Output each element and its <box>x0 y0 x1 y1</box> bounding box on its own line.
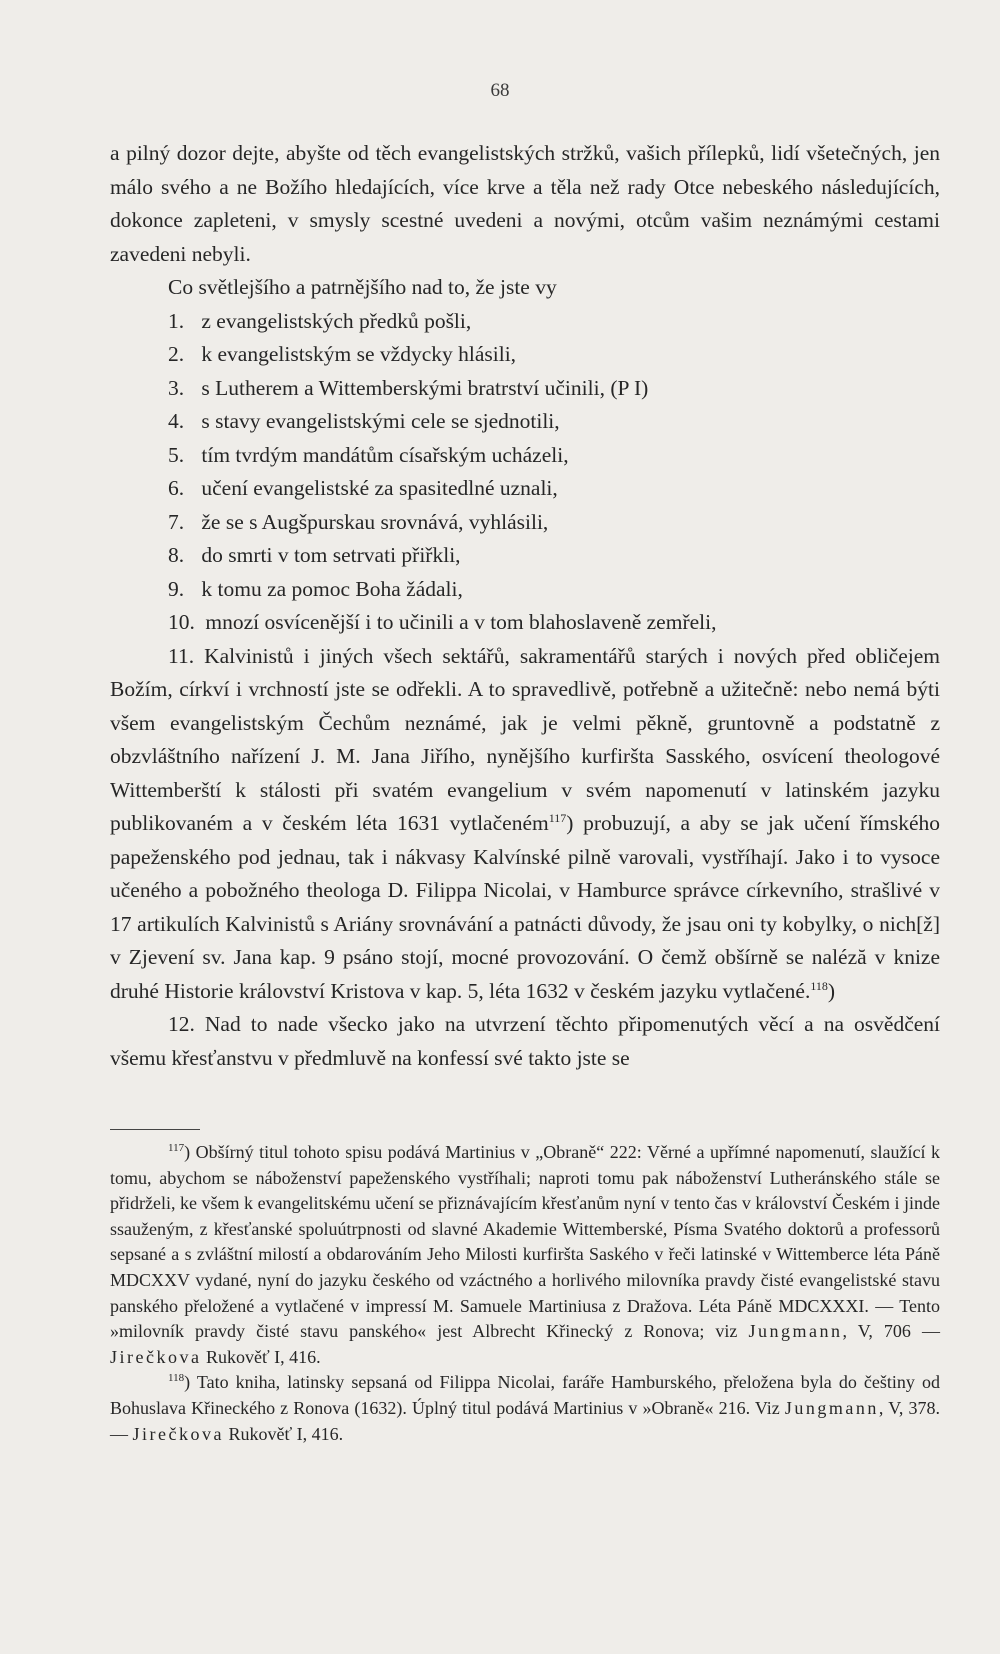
list-item <box>110 338 940 372</box>
list-item-text: s Lutherem a Wittemberskými bratrství učinili, (P I) <box>201 375 649 400</box>
footnotes <box>110 1140 940 1447</box>
list-item <box>110 372 940 406</box>
author-name: Jirečkova <box>132 1423 224 1444</box>
list-item <box>110 439 940 473</box>
list-item-12 <box>110 1008 940 1075</box>
list-item-number: 3. <box>168 375 185 400</box>
footnote-number: 118 <box>168 1372 185 1385</box>
list-item <box>110 573 940 607</box>
footnote-divider <box>110 1129 200 1130</box>
numbered-list <box>110 305 940 640</box>
author-name: Jungmann <box>784 1397 879 1418</box>
list-item-number: 10. <box>168 610 195 634</box>
list-item-text: Kalvinistů i jiných všech sektářů, sakramentářů starých i nových před obličejem Božím, církví i vrchností jste se odřekli. A to spravedlivě, potřebně a užitečně: nebo nemá býti všem evangelistským Čechům neznámé, jak je velmi pěkně, gruntovně a podstatně z obzvláštního nařízení J. M. Jana Jiřího, nynějšího kurfiršta Sasského, osvícení theologové Wittemberští k stálosti při svatém evangelium v svém napomenutí v latinském jazyku publikovaném a v českém léta 1631 vytlačeném <box>110 643 940 835</box>
footnote-text: ) Tato kniha, latinsky sepsaná od Filippa Nicolai, faráře Hamburského, přeložena byla do češtiny od Bohuslava Křineckého z Ronova (1632). Úplný titul podává Martinius v »Obraně« 216. Viz <box>110 1372 940 1418</box>
list-item-text: z evangelistských předků pošli, <box>201 308 472 333</box>
list-item-text: s stavy evangelistskými cele se sjednotili, <box>201 409 560 433</box>
list-item <box>110 405 940 439</box>
footnote-text: ) Obšírný titul tohoto spisu podává Martinius v „Obraně“ 222: Věrné a upřímné napomenutí, slaužící k tomu, abychom se náboženství papeženského vystříhali; naproti tomu pak náboženství Lutheránského stále se přidrželi, ke všem k evangelitskému učení se přiznávajícím křesťanům nyní v tento čas v království Českém i jinde ssauženým, z křesťanské spoluútrpnosti od slavné Akademie Wittemberské, Písma Svatého doktorů a professorů sepsané a s zvláštní milostí a obdarováním Jeho Milosti kurfiršta Saského v řeči latinské v Wittemberce léta Páně MDCXXV vydané, nyní do jazyku českého od vzáctného a horlivého milovníka pravdy čisté evangelistské stavu panského přeložené a vytlačené v impressí M. Samuele Martiniusa z Dražova. Léta Páně MDCXXXI. — Tento »milovník pravdy čisté stavu panského« jest Albrecht Křinecký z Ronova; viz <box>110 1142 940 1342</box>
footnote-number: 117 <box>168 1142 185 1154</box>
list-item-11 <box>110 640 940 1009</box>
author-name: Jungmann <box>748 1321 843 1342</box>
page-number: 68 <box>490 80 510 101</box>
list-item-text: do smrti v tom setrvati přiřkli, <box>201 543 461 567</box>
list-item-text: Nad to nade všecko jako na utvrzení těchto připomenutých věcí a na osvědčení všemu křesťanstvu v předmluvě na konfessí své takto jste se <box>110 1012 940 1070</box>
list-item <box>110 506 940 540</box>
footnote <box>110 1140 940 1370</box>
list-intro: Co světlejšího a patrnějšího nad to, že jste vy <box>168 275 557 299</box>
list-item <box>110 606 940 640</box>
paragraph: a pilný dozor dejte, abyšte od těch evangelistských stržků, vašich přílepků, lidí všetečných, jen málo svého a ne Božího hledajících, více krve a těla než rady Otce nebeského následujících, dokonce zapleteni, v smysly scestné uvedeni a novými, otcům vašim neznámými cestami zavedeni nebyli. <box>110 141 940 266</box>
author-name: Jirečkova <box>110 1346 202 1367</box>
list-item-number: 4. <box>168 409 185 433</box>
list-item <box>110 472 940 506</box>
list-item-number: 8. <box>168 543 185 567</box>
list-item-number: 9. <box>168 576 185 601</box>
list-item-number: 7. <box>168 509 185 534</box>
list-item-text: učení evangelistské za spasitedlné uznali, <box>201 476 558 500</box>
list-item-number: 2. <box>168 342 185 366</box>
list-item-text: k tomu za pomoc Boha žádali, <box>201 576 463 601</box>
list-item-number: 1. <box>168 308 185 333</box>
footnote-ref: 117 <box>548 810 567 825</box>
footnote-ref: 118 <box>810 978 828 993</box>
list-item-text: k evangelistským se vždycky hlásili, <box>201 342 517 366</box>
list-item-number: 12. <box>168 1012 195 1036</box>
list-item-text: mnozí osvícenější i to učinili a v tom blahoslaveně zemřeli, <box>205 610 717 634</box>
footnote <box>110 1370 940 1447</box>
list-item-text: že se s Augšpurskau srovnává, vyhlásili, <box>201 509 549 534</box>
main-text <box>110 137 940 1075</box>
list-item-number: 6. <box>168 476 185 500</box>
list-item-number: 11. <box>168 643 195 668</box>
list-item <box>110 539 940 573</box>
list-item-number: 5. <box>168 442 185 467</box>
footnote-text: , V, 378. — <box>110 1397 940 1444</box>
footnote-text: Rukověť I, 416. <box>201 1346 321 1367</box>
footnote-text: Rukověť I, 416. <box>223 1423 344 1444</box>
footnote-text: , V, 706 — <box>842 1321 940 1342</box>
list-item-text: tím tvrdým mandátům císařským ucházeli, <box>201 442 569 467</box>
list-item <box>110 305 940 339</box>
list-item-text: ) probuzují, a aby se jak učení římského papeženského pod jednau, tak i nákvasy Kalvínské pilně varovali, vystříhají. Jako i to vysoce učeného a pobožného theologa D. Filippa Nicolai, v Hamburce správce církevního, strašlivé v 17 artikulích Kalvinistů s Ariány srovnávání a patnácti důvody, že jsau oni ty kobylky, o nich[ž] v Zjevení sv. Jana kap. 9 psáno stojí, mocné provozování. O čemž obšírně se naléză v knize druhé Historie království Kristova v kap. 5, léta 1632 v českém jazyku vytlačené. <box>110 811 941 1003</box>
list-item-text: ) <box>827 978 836 1003</box>
